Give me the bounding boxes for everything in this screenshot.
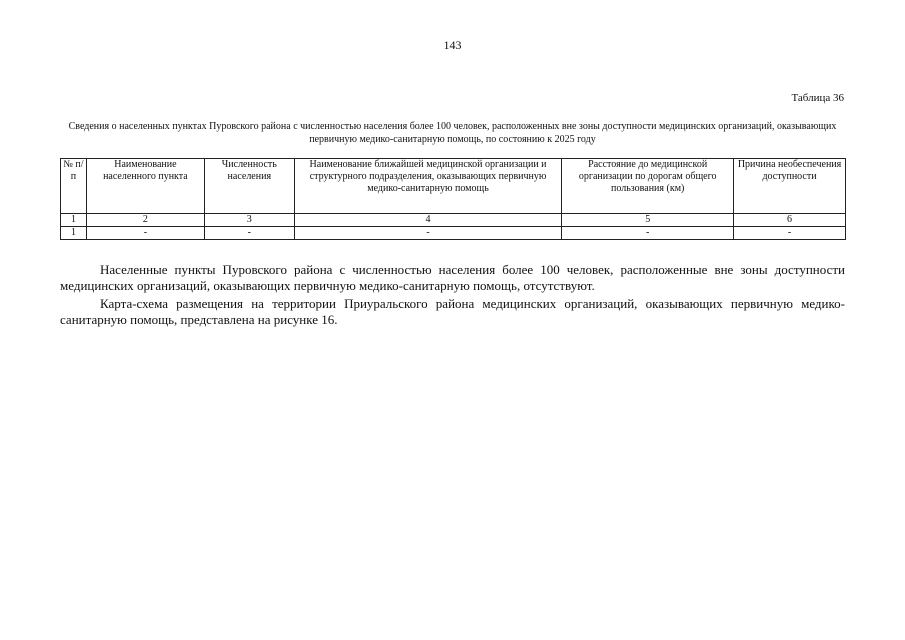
table-cell: 2	[86, 214, 204, 227]
table-cell: 4	[294, 214, 562, 227]
table-caption: Сведения о населенных пунктах Пуровского района с численностью населения более 100 человек, расположенных вне зоны доступности медицинских организаций, оказывающих первичную медико-санитарную помощь, по состоянию к 2025 году	[68, 121, 837, 145]
header-nearest-medical-organization: Наименование ближайшей медицинской организации и структурного подразделения, оказывающих первичную медико-санитарную помощь	[294, 159, 562, 214]
table-cell: 3	[204, 214, 294, 227]
table-header-row	[61, 159, 846, 214]
header-distance: Расстояние до медицинской организации по дорогам общего пользования (км)	[562, 159, 734, 214]
header-population: Численность населения	[204, 159, 294, 214]
table-cell: 1	[61, 214, 87, 227]
page-number: 143	[443, 38, 462, 52]
header-reason: Причина необеспечения доступности	[734, 159, 846, 214]
table-row	[61, 214, 846, 227]
body-text	[60, 262, 845, 328]
table-label: Таблица 36	[791, 92, 844, 104]
data-table	[60, 158, 846, 240]
paragraph: Населенные пункты Пуровского района с численностью населения более 100 человек, расположенные вне зоны доступности медицинских организаций, оказывающих первичную медико-санитарную помощь, отсутствуют.	[60, 262, 845, 293]
table-cell: -	[562, 227, 734, 240]
table-cell: -	[734, 227, 846, 240]
header-number: № п/п	[61, 159, 87, 214]
table-cell: -	[86, 227, 204, 240]
table-cell: 1	[61, 227, 87, 240]
table-cell: -	[294, 227, 562, 240]
table-cell: 6	[734, 214, 846, 227]
paragraph: Карта-схема размещения на территории Приуральского района медицинских организаций, оказывающих первичную медико-санитарную помощь, представлена на рисунке 16.	[60, 296, 845, 327]
table-cell: 5	[562, 214, 734, 227]
header-settlement-name: Наименование населенного пункта	[86, 159, 204, 214]
table-cell: -	[204, 227, 294, 240]
table-row	[61, 227, 846, 240]
